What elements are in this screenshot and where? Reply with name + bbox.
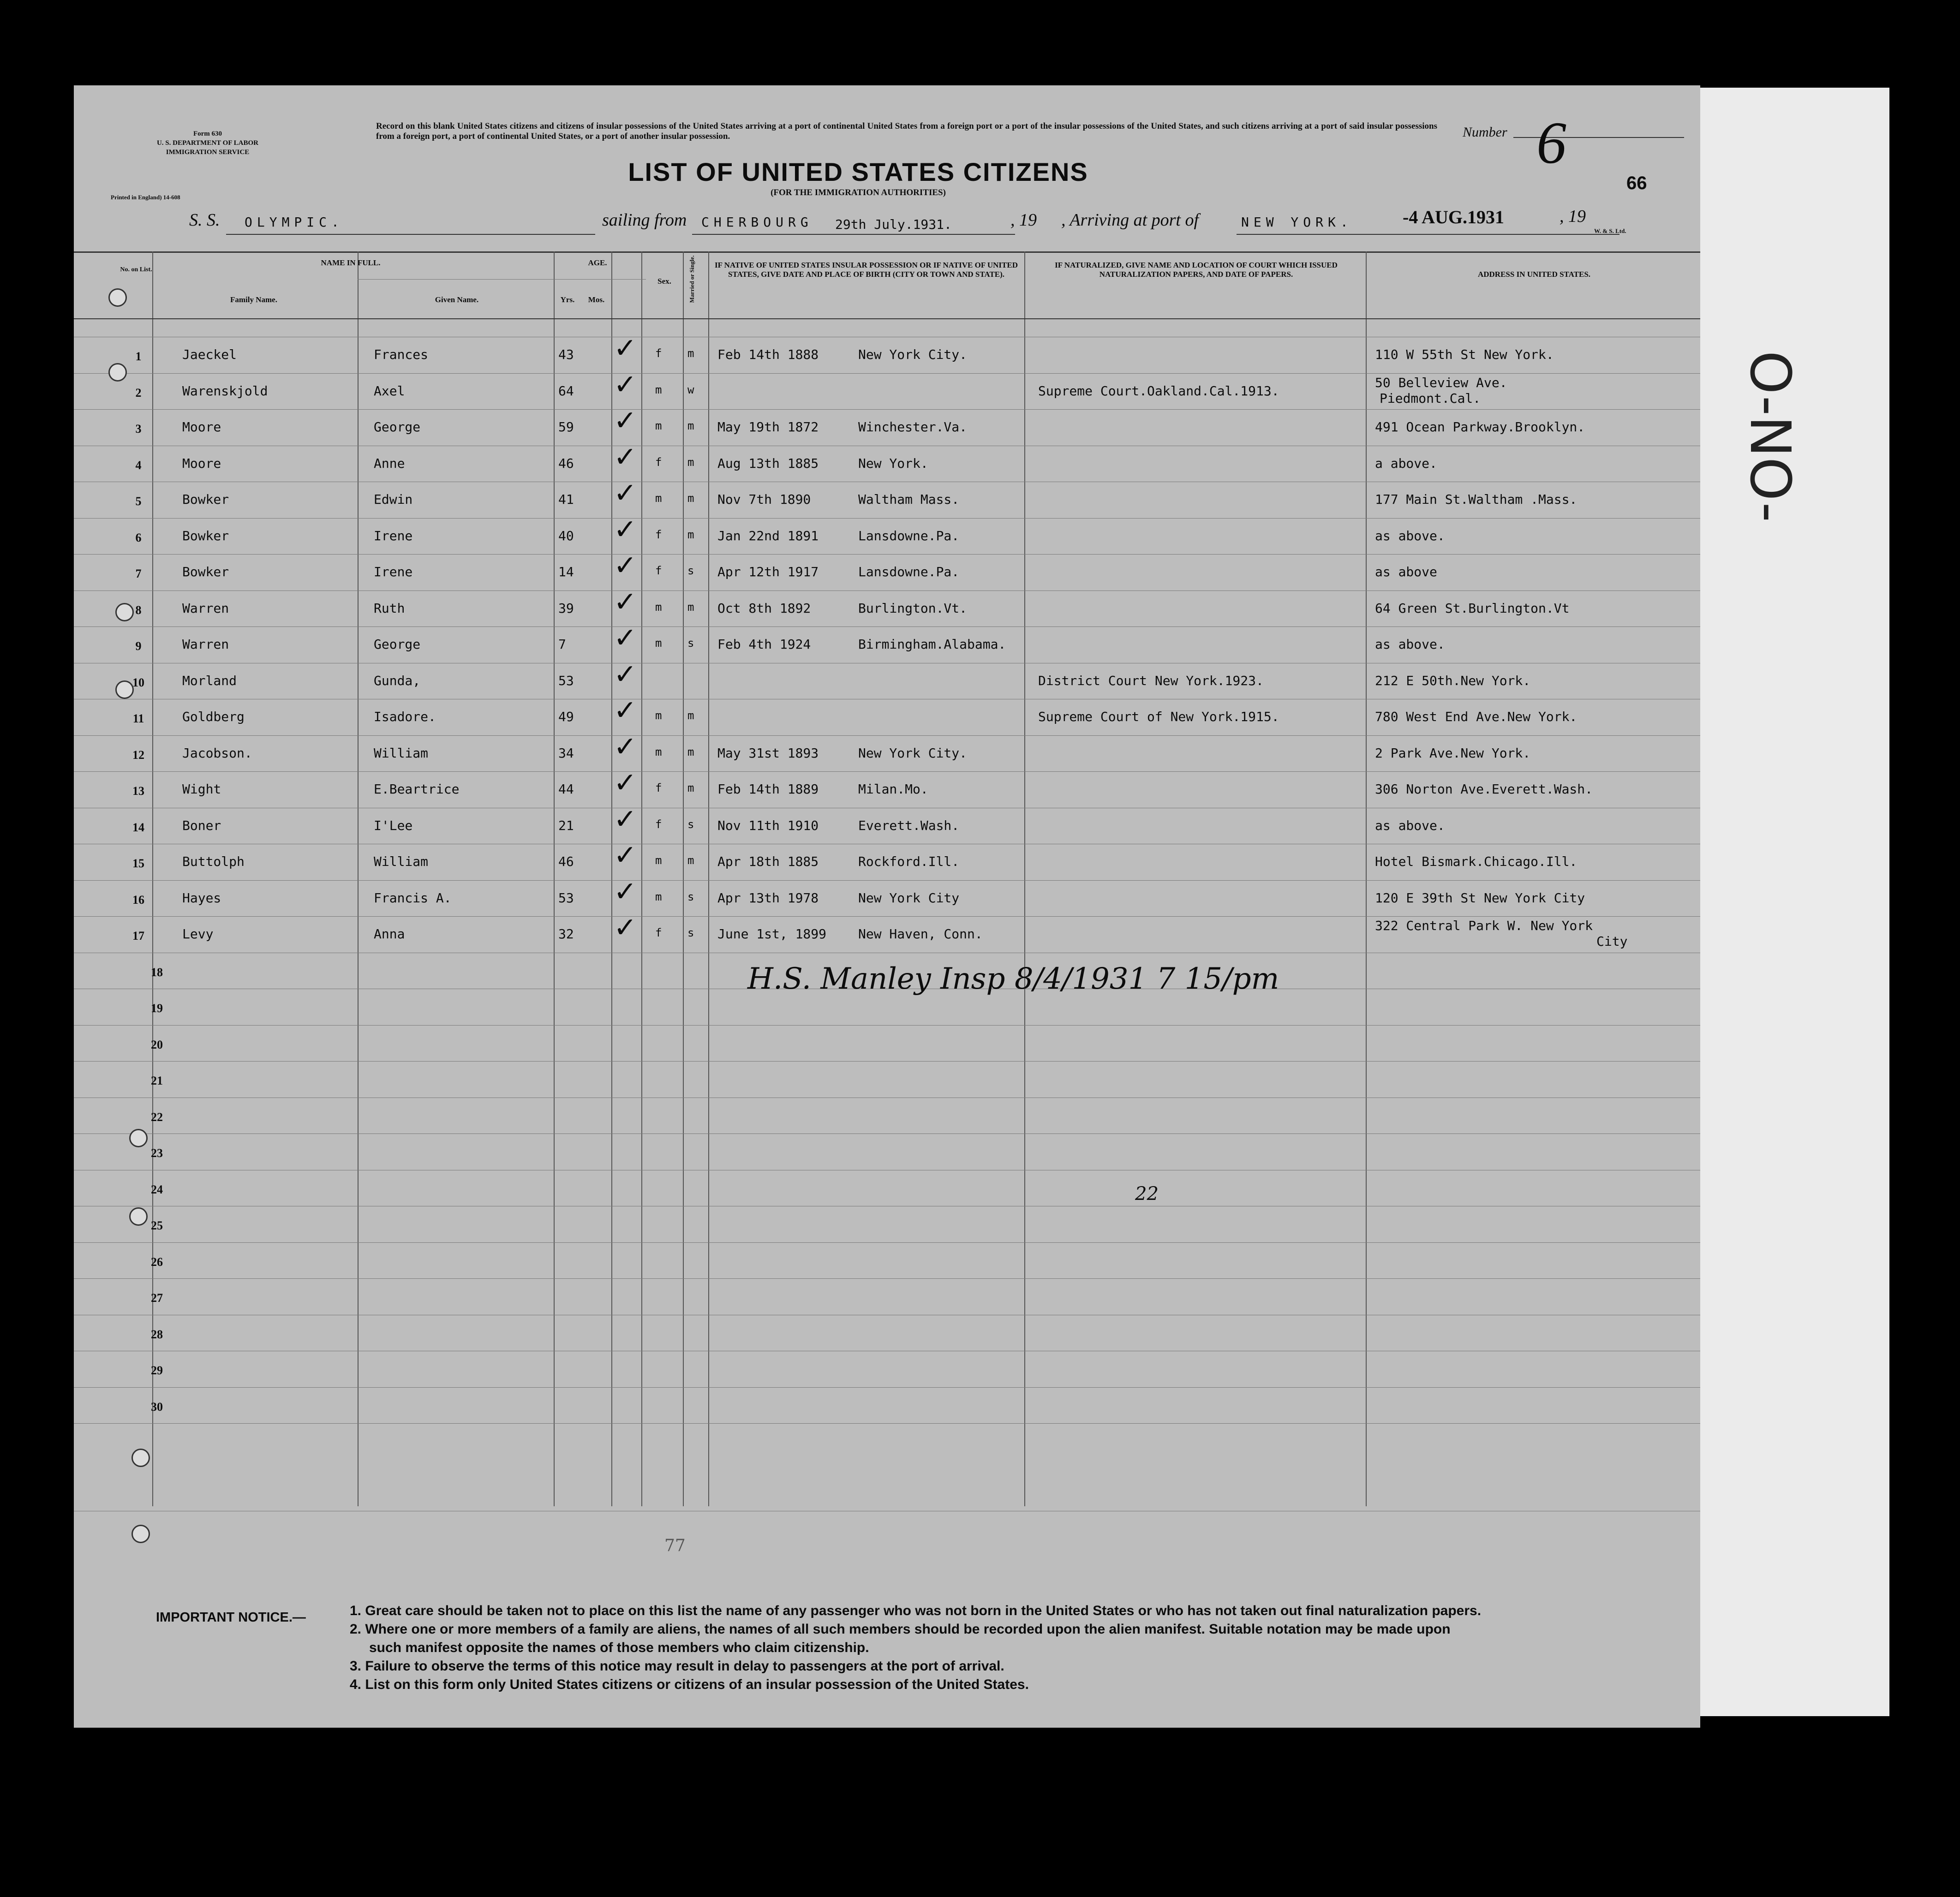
check-mark-icon: ✓	[614, 839, 637, 871]
sex: f	[655, 817, 662, 831]
birth-date: June 1st, 1899	[717, 926, 827, 942]
col-divider	[1024, 251, 1025, 1506]
age-years: 53	[558, 673, 574, 688]
given-name: Axel	[374, 383, 405, 399]
address: a above.	[1375, 455, 1437, 471]
age-years: 44	[558, 781, 574, 797]
col-divider	[683, 251, 684, 1506]
sex: m	[655, 637, 662, 650]
check-mark-icon: ✓	[614, 767, 637, 799]
check-mark-icon: ✓	[614, 585, 637, 618]
year-prefix-1: , 19	[1010, 210, 1037, 230]
birth-place: Everett.Wash.	[858, 817, 960, 833]
row-number: 30	[151, 1400, 163, 1414]
birth-place: New York City	[858, 890, 960, 906]
age-years: 39	[558, 600, 574, 616]
address: as above	[1375, 564, 1437, 579]
from-line	[692, 234, 1015, 235]
age-years: 14	[558, 564, 574, 579]
check-mark-icon: ✓	[614, 622, 637, 654]
given-name: Anna	[374, 926, 405, 942]
birth-date: Feb 14th 1888	[717, 347, 819, 362]
departure-date: 29th July.1931.	[835, 217, 952, 232]
row-number: 17	[132, 929, 144, 943]
given-name: George	[374, 419, 421, 435]
given-name: Gunda,	[374, 673, 421, 688]
marital-status: m	[687, 528, 694, 541]
col-name-in-full: NAME IN FULL.	[321, 258, 381, 267]
family-name: Bowker	[182, 528, 229, 543]
col-divider	[358, 251, 359, 1506]
family-name: Wight	[182, 781, 221, 797]
age-years: 21	[558, 817, 574, 833]
header-subrule	[358, 279, 646, 280]
col-mos: Mos.	[588, 295, 605, 304]
check-mark-icon: ✓	[614, 332, 637, 364]
given-name: I'Lee	[374, 817, 413, 833]
col-divider	[641, 251, 642, 1506]
sex: m	[655, 383, 662, 396]
col-divider	[554, 251, 555, 1506]
check-mark-icon: ✓	[614, 730, 637, 763]
marital-status: m	[687, 854, 694, 867]
record-instructions: Record on this blank United States citizens and citizens of insular possessions of the United States arriving at a port of continental United States from a foreign port or a port of the insular possessions of the United States, and such citizens arriving at a port of said insular possessions from a foreign port, a port of continental United States, or a port of another insular possession.	[376, 121, 1437, 141]
birth-place: Waltham Mass.	[858, 492, 960, 507]
col-divider	[1366, 251, 1367, 1506]
sex: m	[655, 492, 662, 505]
row-number: 28	[151, 1327, 163, 1341]
address: 110 W 55th St New York.	[1375, 347, 1554, 362]
check-mark-icon: ✓	[614, 368, 637, 401]
address: 50 Belleview Ave.	[1375, 375, 1507, 390]
row-rule	[74, 1025, 1700, 1026]
row-number: 5	[135, 495, 142, 508]
birth-date: Nov 7th 1890	[717, 492, 811, 507]
address: Hotel Bismark.Chicago.Ill.	[1375, 854, 1578, 869]
family-name: Goldberg	[182, 709, 245, 724]
age-years: 59	[558, 419, 574, 435]
marital-status: m	[687, 347, 694, 360]
header-rule	[74, 318, 1700, 319]
family-name: Bowker	[182, 492, 229, 507]
sex: m	[655, 709, 662, 722]
col-given: Given Name.	[435, 295, 479, 304]
binder-hole	[115, 680, 134, 699]
given-name: Frances	[374, 347, 429, 362]
row-number: 12	[132, 748, 144, 762]
sex: f	[655, 347, 662, 360]
sex: f	[655, 926, 662, 939]
form-info	[125, 129, 291, 157]
binder-hole	[108, 288, 127, 307]
check-mark-icon: ✓	[614, 513, 637, 546]
family-name: Buttolph	[182, 854, 245, 869]
page-number: 66	[1626, 173, 1647, 193]
marital-status: m	[687, 600, 694, 614]
port-to: NEW YORK.	[1241, 215, 1353, 230]
binder-hole	[129, 1129, 148, 1147]
marital-status: m	[687, 492, 694, 505]
row-rule	[74, 1387, 1700, 1388]
col-divider	[611, 251, 612, 1506]
row-number: 24	[151, 1182, 163, 1196]
form-number: Form 630	[193, 130, 222, 137]
notice-label: IMPORTANT NOTICE.—	[156, 1610, 306, 1625]
address: as above.	[1375, 528, 1445, 543]
naturalization-court: Supreme Court.Oakland.Cal.1913.	[1038, 383, 1279, 399]
ship-name: OLYMPIC.	[245, 215, 344, 230]
family-name: Hayes	[182, 890, 221, 906]
family-name: Morland	[182, 673, 237, 688]
number-label: Number	[1463, 125, 1507, 140]
row-number: 18	[151, 965, 163, 979]
birth-place: New York City.	[858, 347, 968, 362]
row-number: 11	[132, 712, 144, 725]
age-years: 40	[558, 528, 574, 543]
given-name: E.Beartrice	[374, 781, 460, 797]
sex: m	[655, 854, 662, 867]
address: 177 Main St.Waltham .Mass.	[1375, 492, 1578, 507]
age-years: 46	[558, 455, 574, 471]
age-years: 34	[558, 745, 574, 761]
address: 120 E 39th St New York City	[1375, 890, 1585, 906]
check-mark-icon: ✓	[614, 405, 637, 437]
row-number: 27	[151, 1291, 163, 1305]
table-top-rule	[74, 251, 1700, 253]
address: 780 West End Ave.New York.	[1375, 709, 1578, 724]
row-number: 1	[135, 350, 142, 363]
notice-item-4: 4. List on this form only United States citizens or citizens of an insular possession of the United States.	[350, 1677, 1029, 1692]
birth-date: Oct 8th 1892	[717, 600, 811, 616]
given-name: Isadore.	[374, 709, 436, 724]
marital-status: s	[687, 926, 694, 939]
number-value: 6	[1536, 110, 1566, 176]
col-age: AGE.	[588, 258, 607, 267]
given-name: Edwin	[374, 492, 413, 507]
birth-place: Burlington.Vt.	[858, 600, 968, 616]
row-number: 21	[151, 1074, 163, 1087]
notice-item-3: 3. Failure to observe the terms of this notice may result in delay to passengers at the port of arrival.	[350, 1658, 1004, 1674]
given-name: Francis A.	[374, 890, 452, 906]
binder-hole	[129, 1207, 148, 1226]
row-number: 10	[132, 675, 144, 689]
row-number: 6	[135, 531, 142, 544]
age-years: 46	[558, 854, 574, 869]
row-rule	[74, 1423, 1700, 1424]
to-line	[1237, 234, 1619, 235]
side-note: O-NO-	[1738, 351, 1802, 522]
row-number: 26	[151, 1255, 163, 1269]
birth-place: New York City.	[858, 745, 968, 761]
row-rule	[74, 626, 1700, 627]
sex: m	[655, 890, 662, 903]
row-number: 25	[151, 1219, 163, 1232]
given-name: William	[374, 745, 429, 761]
row-rule	[74, 1278, 1700, 1279]
col-family: Family Name.	[230, 295, 277, 304]
row-rule	[74, 1242, 1700, 1243]
birth-date: Apr 18th 1885	[717, 854, 819, 869]
birth-place: New York.	[858, 455, 928, 471]
row-rule	[74, 409, 1700, 410]
printed-note: Printed in England) 14-608	[111, 194, 180, 201]
address-line-2: Piedmont.Cal.	[1380, 390, 1481, 406]
ss-label: S. S.	[189, 210, 220, 230]
family-name: Warren	[182, 637, 229, 652]
row-rule	[74, 771, 1700, 772]
from-label: sailing from	[602, 210, 687, 230]
row-rule	[74, 916, 1700, 917]
check-mark-icon: ✓	[614, 477, 637, 509]
row-number: 8	[135, 603, 142, 617]
page-marker: 22	[1135, 1183, 1159, 1205]
family-name: Moore	[182, 419, 221, 435]
printer-mark: W. & S. Ltd.	[1594, 227, 1626, 234]
col-married: Married or Single.	[688, 255, 695, 303]
birth-date: Aug 13th 1885	[717, 455, 819, 471]
address: as above.	[1375, 637, 1445, 652]
given-name: Irene	[374, 528, 413, 543]
check-mark-icon: ✓	[614, 441, 637, 473]
given-name: Irene	[374, 564, 413, 579]
age-years: 41	[558, 492, 574, 507]
row-rule	[74, 373, 1700, 374]
row-number: 13	[132, 784, 144, 798]
row-number: 3	[135, 422, 142, 435]
address: 2 Park Ave.New York.	[1375, 745, 1531, 761]
col-divider	[708, 251, 709, 1506]
col-address: ADDRESS IN UNITED STATES.	[1477, 270, 1591, 279]
row-number: 9	[135, 639, 142, 653]
marital-status: m	[687, 455, 694, 469]
row-number: 2	[135, 386, 142, 400]
col-sex: Sex.	[657, 277, 671, 286]
address: 322 Central Park W. New York	[1375, 918, 1593, 933]
passenger-table	[74, 251, 1700, 1497]
inspector-signature: H.S. Manley Insp 8/4/1931 7 15/pm	[747, 962, 1279, 996]
notice-item-2: 2. Where one or more members of a family are aliens, the names of all such members should be recorded upon the alien manifest. Suitable notation may be made upon	[350, 1622, 1451, 1637]
notice-item-1: 1. Great care should be taken not to place on this list the name of any passenger who was not born in the United States or who has not taken out final naturalization papers.	[350, 1603, 1482, 1618]
row-number: 7	[135, 567, 142, 580]
age-years: 43	[558, 347, 574, 362]
port-from: CHERBOURG	[701, 215, 813, 230]
birth-date: Nov 11th 1910	[717, 817, 819, 833]
arrival-stamp: -4 AUG.1931	[1403, 207, 1504, 227]
given-name: Anne	[374, 455, 405, 471]
age-years: 32	[558, 926, 574, 942]
family-name: Levy	[182, 926, 214, 942]
family-name: Jaeckel	[182, 347, 237, 362]
given-name: William	[374, 854, 429, 869]
row-number: 16	[132, 893, 144, 907]
address-line-2: City	[1596, 934, 1628, 949]
ship-line	[226, 234, 595, 235]
department: U. S. DEPARTMENT OF LABOR	[156, 139, 259, 147]
given-name: George	[374, 637, 421, 652]
birth-date: Jan 22nd 1891	[717, 528, 819, 543]
check-mark-icon: ✓	[614, 803, 637, 835]
marital-status: m	[687, 709, 694, 722]
sex: m	[655, 600, 662, 614]
family-name: Warenskjold	[182, 383, 268, 399]
row-rule	[74, 518, 1700, 519]
sex: f	[655, 564, 662, 577]
family-name: Boner	[182, 817, 221, 833]
birth-date: May 31st 1893	[717, 745, 819, 761]
sex: f	[655, 455, 662, 469]
row-number: 14	[132, 820, 144, 834]
row-number: 15	[132, 857, 144, 870]
address: 306 Norton Ave.Everett.Wash.	[1375, 781, 1593, 797]
age-years: 53	[558, 890, 574, 906]
age-years: 7	[558, 637, 566, 652]
row-rule	[74, 735, 1700, 736]
family-name: Warren	[182, 600, 229, 616]
address: 64 Green St.Burlington.Vt	[1375, 600, 1570, 616]
birth-place: Rockford.Ill.	[858, 854, 960, 869]
binder-hole	[131, 1525, 150, 1543]
row-number: 29	[151, 1364, 163, 1377]
address: as above.	[1375, 817, 1445, 833]
marital-status: m	[687, 745, 694, 758]
birth-date: Apr 12th 1917	[717, 564, 819, 579]
naturalization-court: District Court New York.1923.	[1038, 673, 1264, 688]
row-number: 19	[151, 1002, 163, 1015]
year-prefix-2: , 19	[1560, 207, 1586, 226]
sex: f	[655, 781, 662, 794]
col-divider	[152, 251, 153, 1506]
col-naturalized: IF NATURALIZED, GIVE NAME AND LOCATION OF COURT WHICH ISSUED NATURALIZATION PAPERS, AND DATE OF PAPERS.	[1055, 261, 1338, 279]
birth-place: Lansdowne.Pa.	[858, 528, 960, 543]
age-years: 64	[558, 383, 574, 399]
page-subtitle: (FOR THE IMMIGRATION AUTHORITIES)	[771, 188, 946, 197]
birth-place: Winchester.Va.	[858, 419, 968, 435]
check-mark-icon: ✓	[614, 694, 637, 727]
marital-status: s	[687, 637, 694, 650]
row-rule	[74, 880, 1700, 881]
row-rule	[74, 1061, 1700, 1062]
birth-place: New Haven, Conn.	[858, 926, 983, 942]
check-mark-icon: ✓	[614, 912, 637, 944]
check-mark-icon: ✓	[614, 549, 637, 582]
binder-hole	[115, 603, 134, 621]
birth-date: Apr 13th 1978	[717, 890, 819, 906]
naturalization-court: Supreme Court of New York.1915.	[1038, 709, 1279, 724]
family-name: Jacobson.	[182, 745, 252, 761]
stray-mark: 77	[664, 1536, 686, 1555]
marital-status: m	[687, 781, 694, 794]
sex: m	[655, 745, 662, 758]
notice-item-2-cont: such manifest opposite the names of those members who claim citizenship.	[369, 1640, 869, 1655]
birth-place: Lansdowne.Pa.	[858, 564, 960, 579]
check-mark-icon: ✓	[614, 875, 637, 908]
age-years: 49	[558, 709, 574, 724]
page-title: LIST OF UNITED STATES CITIZENS	[628, 157, 1088, 186]
sex: m	[655, 419, 662, 432]
address: 491 Ocean Parkway.Brooklyn.	[1375, 419, 1585, 435]
birth-date: Feb 14th 1889	[717, 781, 819, 797]
check-mark-icon: ✓	[614, 658, 637, 691]
binder-hole	[108, 363, 127, 382]
row-number: 22	[151, 1110, 163, 1124]
birth-date: May 19th 1872	[717, 419, 819, 435]
row-number: 23	[151, 1146, 163, 1160]
manifest-page	[74, 85, 1700, 1728]
row-rule	[74, 554, 1700, 555]
col-yrs: Yrs.	[560, 295, 575, 304]
given-name: Ruth	[374, 600, 405, 616]
row-number: 4	[135, 458, 142, 472]
birth-place: Birmingham.Alabama.	[858, 637, 1006, 652]
marital-status: m	[687, 419, 694, 432]
col-no: No. on List.	[120, 266, 152, 273]
arriving-label: , Arriving at port of	[1061, 210, 1199, 230]
family-name: Bowker	[182, 564, 229, 579]
family-name: Moore	[182, 455, 221, 471]
marital-status: s	[687, 817, 694, 831]
marital-status: s	[687, 564, 694, 577]
row-rule	[74, 1133, 1700, 1134]
address: 212 E 50th.New York.	[1375, 673, 1531, 688]
service: IMMIGRATION SERVICE	[166, 149, 250, 156]
binder-hole	[131, 1449, 150, 1467]
marital-status: w	[687, 383, 694, 396]
birth-date: Feb 4th 1924	[717, 637, 811, 652]
birth-place: Milan.Mo.	[858, 781, 928, 797]
marital-status: s	[687, 890, 694, 903]
col-native: IF NATIVE OF UNITED STATES INSULAR POSSESSION OR IF NATIVE OF UNITED STATES, GIVE DATE AND PLACE OF BIRTH (CITY OR TOWN AND STATE).	[715, 261, 1018, 279]
row-number: 20	[151, 1038, 163, 1051]
sex: f	[655, 528, 662, 541]
